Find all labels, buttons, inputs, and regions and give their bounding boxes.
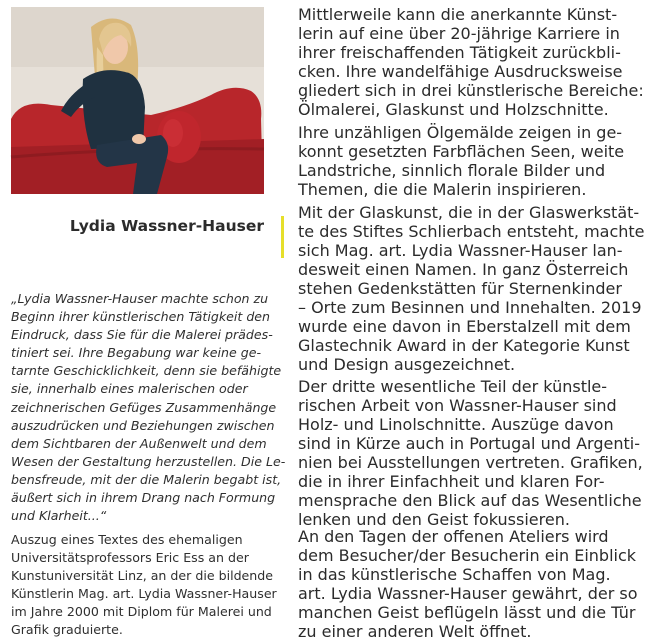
paragraph-line: rischen Arbeit von Wassner-Hauser sind <box>298 396 617 415</box>
paragraph-line: Themen, die die Malerin inspirieren. <box>298 180 587 199</box>
source-line: Künstlerin Mag. art. Lydia Wassner-Hauser <box>11 586 277 602</box>
quote-line: tiniert sei. Ihre Begabung war keine ge- <box>11 345 262 361</box>
paragraph-line: Mit der Glaskunst, die in der Glaswerkstät- <box>298 203 640 222</box>
quote-line: sie, innerhalb eines malerischen oder <box>11 381 248 397</box>
paragraph-oil-paintings <box>298 123 625 199</box>
paragraph-line: sind in Kürze auch in Portugal und Argenti- <box>298 434 640 453</box>
quote-line: Beginn ihrer künstlerischen Tätigkeit den <box>11 309 271 325</box>
quote-line: auszudrücken und Beziehungen zwischen <box>11 417 275 433</box>
paragraph-line: – Orte zum Besinnen und Innehalten. 2019 <box>298 298 642 317</box>
paragraph-career <box>298 5 644 119</box>
paragraph-line: art. Lydia Wassner-Hauser gewährt, der so <box>298 584 638 603</box>
quote-line: Eindruck, dass Sie für die Malerei prädes- <box>11 327 273 343</box>
paragraph-open-studios <box>298 527 638 641</box>
paragraph-line: die in ihrer Einfachheit und klaren For- <box>298 472 605 491</box>
paragraph-line: in das künstlerische Schaffen von Mag. <box>298 565 611 584</box>
paragraph-line: ihrer freischaffenden Tätigkeit zurückbli- <box>298 43 621 62</box>
paragraph-line: stehen Gedenkstätten für Sternenkinder <box>298 279 622 298</box>
source-line: Kunstuniversität Linz, an der die bildende <box>11 568 274 584</box>
source-line: im Jahre 2000 mit Diplom für Malerei und <box>11 604 272 620</box>
quote-line: und Klarheit...“ <box>11 508 107 524</box>
quote-line: bensfreude, mit der die Malerin begabt ist, <box>11 471 282 487</box>
paragraph-line: manchen Geist beflügeln lässt und die Tür <box>298 603 636 622</box>
paragraph-line: wurde eine davon in Eberstalzell mit dem <box>298 317 631 336</box>
quote-line: äußert sich in ihrem Drang nach Formung <box>11 490 276 506</box>
portrait-illustration <box>11 7 264 194</box>
quote-line: Wesen der Gestaltung herzustellen. Die Le- <box>11 453 286 469</box>
paragraph-line: Landstriche, sinnlich florale Bilder und <box>298 161 606 180</box>
paragraph-line: lenken und den Geist fokussieren. <box>298 510 570 529</box>
source-line: Universitätsprofessors Eric Ess an der <box>11 550 249 566</box>
paragraph-line: mensprache den Blick auf das Wesentliche <box>298 491 642 510</box>
portrait-photo <box>11 7 264 194</box>
paragraph-line: und Design ausgezeichnet. <box>298 355 516 374</box>
artist-name-heading: Lydia Wassner-Hauser <box>69 217 264 235</box>
paragraph-line: cken. Ihre wandelfähige Ausdrucksweise <box>298 62 623 81</box>
paragraph-line: Holz- und Linolschnitte. Auszüge davon <box>298 415 614 434</box>
source-line: Auszug eines Textes des ehemaligen <box>11 532 243 547</box>
paragraph-line: Ihre unzähligen Ölgemälde zeigen in ge- <box>298 123 623 142</box>
paragraph-line: Glastechnik Award in der Kategorie Kunst <box>298 336 630 355</box>
quote-block <box>11 290 286 525</box>
quote-line: zeichnerischen Gefüges Zusammenhänge <box>11 399 277 415</box>
paragraph-woodcuts <box>298 377 643 529</box>
paragraph-line: gliedert sich in drei künstlerische Bereiche: <box>298 81 644 100</box>
paragraph-glass-art <box>298 203 645 374</box>
paragraph-line: Ölmalerei, Glaskunst und Holzschnitte. <box>298 100 609 119</box>
paragraph-line: konnt gesetzten Farbflächen Seen, weite <box>298 142 625 161</box>
paragraph-line: zu einer anderen Welt öffnet. <box>298 622 532 641</box>
paragraph-line: Mittlerweile kann die anerkannte Künst- <box>298 5 618 24</box>
paragraph-line: dem Besucher/der Besucherin ein Einblick <box>298 546 637 565</box>
quote-line: „Lydia Wassner-Hauser machte schon zu <box>11 291 269 306</box>
quote-source <box>11 531 277 640</box>
paragraph-line: desweit einen Namen. In ganz Österreich <box>298 260 629 279</box>
quote-line: tarnte Geschicklichkeit, denn sie befähigte <box>11 363 282 379</box>
paragraph-line: lerin auf eine über 20-jährige Karriere in <box>298 24 620 43</box>
source-line: Grafik graduierte. <box>11 622 123 638</box>
paragraph-line: An den Tagen der offenen Ateliers wird <box>298 527 609 546</box>
paragraph-line: nien bei Ausstellungen vertreten. Grafiken, <box>298 453 643 472</box>
quote-line: dem Sichtbaren der Außenwelt und dem <box>11 435 267 451</box>
paragraph-line: te des Stiftes Schlierbach entsteht, machte <box>298 222 645 241</box>
accent-bar <box>281 216 284 258</box>
paragraph-line: sich Mag. art. Lydia Wassner-Hauser lan- <box>298 241 623 260</box>
paragraph-line: Der dritte wesentliche Teil der künstle- <box>298 377 608 396</box>
